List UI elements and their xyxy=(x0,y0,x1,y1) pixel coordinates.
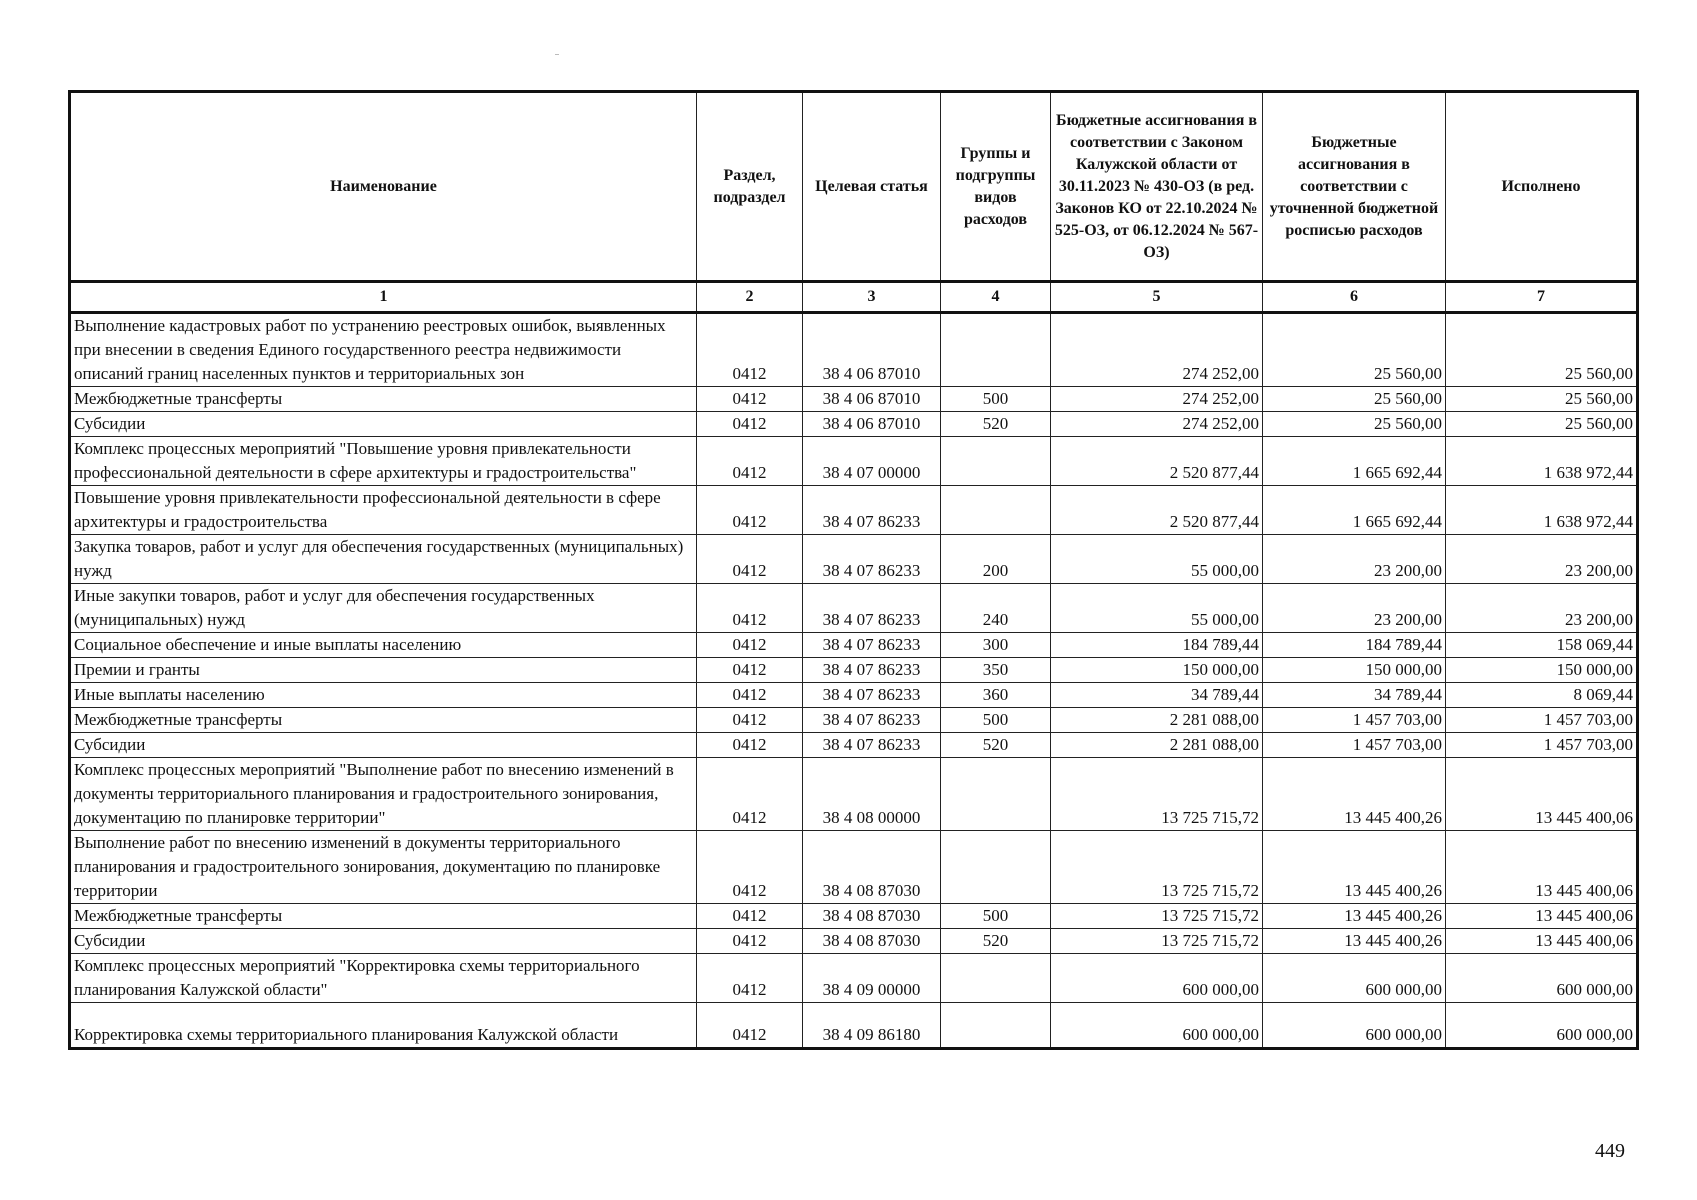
row-plan-amount: 150 000,00 xyxy=(1263,658,1446,683)
page-number: 449 xyxy=(1595,1140,1625,1162)
row-group: 500 xyxy=(941,904,1051,929)
row-article: 38 4 06 87010 xyxy=(803,387,941,412)
row-name: Иные выплаты населению xyxy=(70,683,697,708)
row-done-amount: 13 445 400,06 xyxy=(1446,904,1638,929)
table-row xyxy=(70,831,1638,904)
row-law-amount: 2 281 088,00 xyxy=(1051,733,1263,758)
row-group: 520 xyxy=(941,412,1051,437)
row-plan-amount: 23 200,00 xyxy=(1263,584,1446,633)
table-row xyxy=(70,486,1638,535)
row-section: 0412 xyxy=(697,954,803,1003)
row-plan-amount: 25 560,00 xyxy=(1263,412,1446,437)
row-section: 0412 xyxy=(697,584,803,633)
row-done-amount: 23 200,00 xyxy=(1446,584,1638,633)
row-plan-amount: 1 665 692,44 xyxy=(1263,437,1446,486)
row-name: Корректировка схемы территориального планирования Калужской области xyxy=(70,1003,697,1049)
column-number-row xyxy=(70,282,1638,313)
row-name: Выполнение кадастровых работ по устранению реестровых ошибок, выявленных при внесении в сведения Единого государственного реестра недвижимости описаний границ населенных пунктов и территориальных зон xyxy=(70,313,697,387)
row-group xyxy=(941,437,1051,486)
row-name: Межбюджетные трансферты xyxy=(70,708,697,733)
row-law-amount: 600 000,00 xyxy=(1051,954,1263,1003)
table-row xyxy=(70,708,1638,733)
row-section: 0412 xyxy=(697,831,803,904)
row-name: Межбюджетные трансферты xyxy=(70,387,697,412)
row-done-amount: 1 638 972,44 xyxy=(1446,437,1638,486)
row-plan-amount: 184 789,44 xyxy=(1263,633,1446,658)
row-group: 300 xyxy=(941,633,1051,658)
row-group xyxy=(941,758,1051,831)
row-law-amount: 274 252,00 xyxy=(1051,313,1263,387)
table-row xyxy=(70,584,1638,633)
table-row xyxy=(70,683,1638,708)
row-article: 38 4 06 87010 xyxy=(803,313,941,387)
row-plan-amount: 13 445 400,26 xyxy=(1263,758,1446,831)
column-number: 3 xyxy=(803,282,941,313)
table-row xyxy=(70,313,1638,387)
table-row xyxy=(70,535,1638,584)
row-section: 0412 xyxy=(697,904,803,929)
row-article: 38 4 09 86180 xyxy=(803,1003,941,1049)
row-section: 0412 xyxy=(697,708,803,733)
row-article: 38 4 09 00000 xyxy=(803,954,941,1003)
column-number: 2 xyxy=(697,282,803,313)
budget-table xyxy=(68,90,1639,1050)
row-article: 38 4 07 86233 xyxy=(803,733,941,758)
table-body xyxy=(70,313,1638,1049)
row-done-amount: 150 000,00 xyxy=(1446,658,1638,683)
row-plan-amount: 25 560,00 xyxy=(1263,387,1446,412)
column-number: 5 xyxy=(1051,282,1263,313)
row-article: 38 4 08 87030 xyxy=(803,831,941,904)
row-section: 0412 xyxy=(697,1003,803,1049)
row-article: 38 4 07 86233 xyxy=(803,535,941,584)
row-group: 200 xyxy=(941,535,1051,584)
row-name: Межбюджетные трансферты xyxy=(70,904,697,929)
row-article: 38 4 08 87030 xyxy=(803,929,941,954)
table-row xyxy=(70,929,1638,954)
row-group: 360 xyxy=(941,683,1051,708)
row-article: 38 4 07 86233 xyxy=(803,486,941,535)
row-name: Выполнение работ по внесению изменений в документы территориального планирования и градостроительного зонирования, документацию по планировке территории xyxy=(70,831,697,904)
header-row xyxy=(70,92,1638,282)
column-number: 6 xyxy=(1263,282,1446,313)
row-plan-amount: 1 457 703,00 xyxy=(1263,708,1446,733)
table-row xyxy=(70,758,1638,831)
row-done-amount: 23 200,00 xyxy=(1446,535,1638,584)
header-name: Наименование xyxy=(70,92,697,282)
column-number: 1 xyxy=(70,282,697,313)
row-group: 520 xyxy=(941,929,1051,954)
row-law-amount: 55 000,00 xyxy=(1051,535,1263,584)
row-name: Закупка товаров, работ и услуг для обеспечения государственных (муниципальных) нужд xyxy=(70,535,697,584)
row-group: 520 xyxy=(941,733,1051,758)
row-done-amount: 13 445 400,06 xyxy=(1446,831,1638,904)
row-done-amount: 25 560,00 xyxy=(1446,387,1638,412)
row-name: Субсидии xyxy=(70,733,697,758)
row-done-amount: 25 560,00 xyxy=(1446,313,1638,387)
table-row xyxy=(70,733,1638,758)
row-name: Повышение уровня привлекательности профессиональной деятельности в сфере архитектуры и градостроительства xyxy=(70,486,697,535)
row-law-amount: 150 000,00 xyxy=(1051,658,1263,683)
row-section: 0412 xyxy=(697,733,803,758)
header-section: Раздел, подраздел xyxy=(697,92,803,282)
row-done-amount: 600 000,00 xyxy=(1446,1003,1638,1049)
row-law-amount: 13 725 715,72 xyxy=(1051,904,1263,929)
row-section: 0412 xyxy=(697,387,803,412)
row-section: 0412 xyxy=(697,412,803,437)
row-name: Субсидии xyxy=(70,929,697,954)
row-group: 240 xyxy=(941,584,1051,633)
row-done-amount: 25 560,00 xyxy=(1446,412,1638,437)
row-name: Субсидии xyxy=(70,412,697,437)
row-done-amount: 13 445 400,06 xyxy=(1446,929,1638,954)
row-article: 38 4 06 87010 xyxy=(803,412,941,437)
row-article: 38 4 08 00000 xyxy=(803,758,941,831)
row-group xyxy=(941,486,1051,535)
row-law-amount: 34 789,44 xyxy=(1051,683,1263,708)
column-number: 4 xyxy=(941,282,1051,313)
row-article: 38 4 07 00000 xyxy=(803,437,941,486)
row-group: 500 xyxy=(941,708,1051,733)
row-law-amount: 184 789,44 xyxy=(1051,633,1263,658)
table-row xyxy=(70,1003,1638,1049)
row-plan-amount: 13 445 400,26 xyxy=(1263,929,1446,954)
table-row xyxy=(70,954,1638,1003)
row-done-amount: 1 457 703,00 xyxy=(1446,708,1638,733)
row-law-amount: 600 000,00 xyxy=(1051,1003,1263,1049)
row-group xyxy=(941,1003,1051,1049)
table-row xyxy=(70,387,1638,412)
row-plan-amount: 34 789,44 xyxy=(1263,683,1446,708)
row-done-amount: 8 069,44 xyxy=(1446,683,1638,708)
row-section: 0412 xyxy=(697,313,803,387)
row-group: 500 xyxy=(941,387,1051,412)
row-article: 38 4 07 86233 xyxy=(803,584,941,633)
row-done-amount: 158 069,44 xyxy=(1446,633,1638,658)
table-row xyxy=(70,412,1638,437)
row-article: 38 4 07 86233 xyxy=(803,683,941,708)
table-row xyxy=(70,658,1638,683)
budget-sheet xyxy=(68,90,1636,1050)
row-done-amount: 600 000,00 xyxy=(1446,954,1638,1003)
row-law-amount: 13 725 715,72 xyxy=(1051,929,1263,954)
row-section: 0412 xyxy=(697,658,803,683)
row-name: Комплекс процессных мероприятий "Выполнение работ по внесению изменений в документы территориального планирования и градостроительного зонирования, документацию по планировке территории" xyxy=(70,758,697,831)
row-name: Премии и гранты xyxy=(70,658,697,683)
row-section: 0412 xyxy=(697,437,803,486)
header-law-allocation: Бюджетные ассигнования в соответствии с Законом Калужской области от 30.11.2023 № 430-ОЗ (в ред. Законов КО от 22.10.2024 № 525-ОЗ, от 06.12.2024 № 567-ОЗ) xyxy=(1051,92,1263,282)
column-number: 7 xyxy=(1446,282,1638,313)
row-group: 350 xyxy=(941,658,1051,683)
row-article: 38 4 07 86233 xyxy=(803,633,941,658)
row-name: Социальное обеспечение и иные выплаты населению xyxy=(70,633,697,658)
row-law-amount: 55 000,00 xyxy=(1051,584,1263,633)
row-group xyxy=(941,831,1051,904)
row-section: 0412 xyxy=(697,633,803,658)
row-section: 0412 xyxy=(697,486,803,535)
row-group xyxy=(941,954,1051,1003)
row-law-amount: 2 520 877,44 xyxy=(1051,486,1263,535)
header-plan-allocation: Бюджетные ассигнования в соответствии с уточненной бюджетной росписью расходов xyxy=(1263,92,1446,282)
row-plan-amount: 23 200,00 xyxy=(1263,535,1446,584)
row-law-amount: 274 252,00 xyxy=(1051,412,1263,437)
header-executed: Исполнено xyxy=(1446,92,1638,282)
row-section: 0412 xyxy=(697,683,803,708)
row-plan-amount: 1 457 703,00 xyxy=(1263,733,1446,758)
table-row xyxy=(70,437,1638,486)
row-plan-amount: 1 665 692,44 xyxy=(1263,486,1446,535)
row-law-amount: 13 725 715,72 xyxy=(1051,758,1263,831)
row-law-amount: 2 520 877,44 xyxy=(1051,437,1263,486)
row-article: 38 4 08 87030 xyxy=(803,904,941,929)
row-law-amount: 2 281 088,00 xyxy=(1051,708,1263,733)
header-article: Целевая статья xyxy=(803,92,941,282)
row-plan-amount: 13 445 400,26 xyxy=(1263,904,1446,929)
row-done-amount: 13 445 400,06 xyxy=(1446,758,1638,831)
row-article: 38 4 07 86233 xyxy=(803,658,941,683)
row-article: 38 4 07 86233 xyxy=(803,708,941,733)
row-group xyxy=(941,313,1051,387)
table-row xyxy=(70,633,1638,658)
row-law-amount: 13 725 715,72 xyxy=(1051,831,1263,904)
scan-mark xyxy=(555,54,559,55)
row-name: Комплекс процессных мероприятий "Корректировка схемы территориального планирования Калужской области" xyxy=(70,954,697,1003)
row-section: 0412 xyxy=(697,535,803,584)
row-plan-amount: 13 445 400,26 xyxy=(1263,831,1446,904)
row-name: Комплекс процессных мероприятий "Повышение уровня привлекательности профессиональной деятельности в сфере архитектуры и градостроительства" xyxy=(70,437,697,486)
row-plan-amount: 600 000,00 xyxy=(1263,1003,1446,1049)
row-done-amount: 1 638 972,44 xyxy=(1446,486,1638,535)
row-law-amount: 274 252,00 xyxy=(1051,387,1263,412)
header-group: Группы и подгруппы видов расходов xyxy=(941,92,1051,282)
table-row xyxy=(70,904,1638,929)
row-name: Иные закупки товаров, работ и услуг для обеспечения государственных (муниципальных) нужд xyxy=(70,584,697,633)
row-done-amount: 1 457 703,00 xyxy=(1446,733,1638,758)
row-section: 0412 xyxy=(697,929,803,954)
row-section: 0412 xyxy=(697,758,803,831)
row-plan-amount: 600 000,00 xyxy=(1263,954,1446,1003)
row-plan-amount: 25 560,00 xyxy=(1263,313,1446,387)
